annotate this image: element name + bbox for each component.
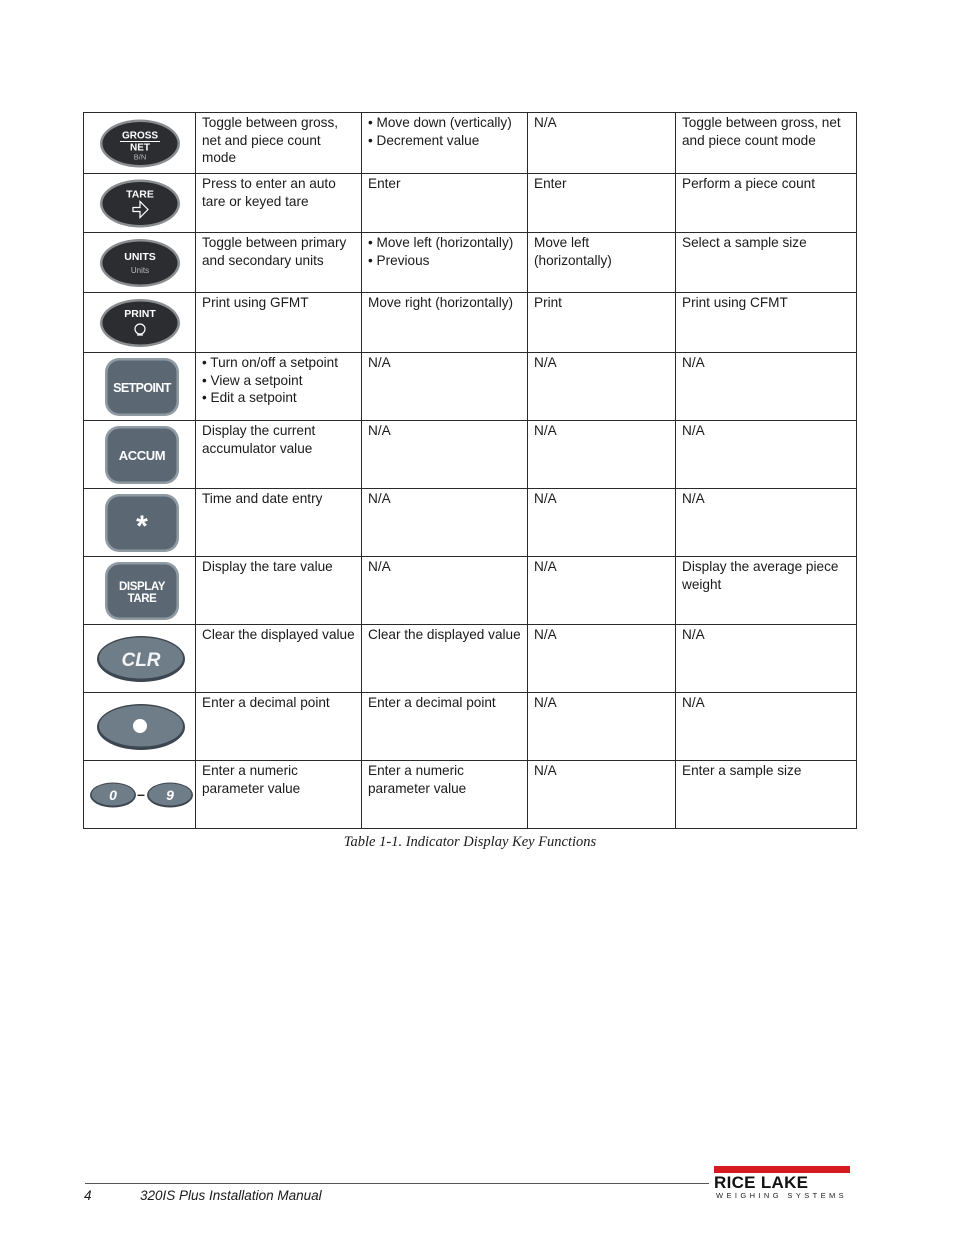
cell-text: N/A [534, 115, 557, 130]
function-cell-col2 [362, 174, 528, 233]
function-cell-col1 [196, 557, 362, 625]
table-row [84, 557, 857, 625]
function-cell-col4 [676, 113, 857, 174]
function-cell-col2 [362, 625, 528, 693]
cell-text: N/A [682, 423, 705, 438]
function-cell-col3 [528, 693, 676, 761]
key-label-star: * [135, 509, 148, 543]
numeric-key-icon[interactable] [85, 762, 195, 828]
key-cell [84, 625, 196, 693]
key-label-net: NET [129, 142, 150, 153]
cell-text: N/A [368, 559, 391, 574]
cell-text: N/A [534, 491, 557, 506]
key-cell [84, 557, 196, 625]
function-cell-col1 [196, 693, 362, 761]
key-label-setpoint: SETPOINT [112, 380, 171, 395]
key-label-units: UNITS [123, 250, 156, 263]
function-cell-col2 [362, 557, 528, 625]
display-tare-key-icon[interactable] [85, 558, 195, 624]
function-cell-col3 [528, 293, 676, 353]
function-cell-col4 [676, 625, 857, 693]
key-label-zero: 0 [108, 786, 117, 803]
key-label-bn: B/N [133, 152, 146, 161]
cell-text: Toggle between primary and secondary units [202, 235, 347, 268]
cell-text: • Decrement value [368, 132, 480, 148]
function-cell-col2 [362, 693, 528, 761]
tare-key-icon[interactable] [85, 175, 195, 232]
function-cell-col3 [528, 761, 676, 829]
function-cell-col2 [362, 353, 528, 421]
table-row [84, 113, 857, 174]
key-face [102, 241, 177, 284]
table-caption: Table 1-1. Indicator Display Key Functions [343, 834, 597, 850]
cell-text: Print using GFMT [202, 295, 309, 310]
function-cell-col3 [528, 489, 676, 557]
cell-text: Clear the displayed value [368, 627, 521, 642]
cell-text: Enter a sample size [682, 763, 802, 778]
function-cell-col3 [528, 174, 676, 233]
footer-divider [85, 1183, 709, 1184]
cell-text: Move left (horizontally) [534, 235, 612, 268]
cell-text: Select a sample size [682, 235, 807, 250]
function-cell-col4 [676, 293, 857, 353]
function-cell-col1 [196, 421, 362, 489]
table-row [84, 693, 857, 761]
cell-text: • Turn on/off a setpoint [202, 355, 339, 370]
cell-text: N/A [682, 355, 705, 370]
accum-key-icon[interactable] [85, 422, 195, 488]
cell-text: N/A [534, 695, 557, 710]
cell-text: N/A [534, 355, 557, 370]
cell-text: Toggle between gross, net and piece count mode [202, 115, 339, 165]
cell-text: Display the tare value [202, 559, 333, 574]
function-cell-col2 [362, 293, 528, 353]
cell-text: Print using CFMT [682, 295, 788, 310]
cell-text: Display the current accumulator value [202, 423, 316, 456]
decimal-point-icon [133, 719, 147, 733]
cell-text: • Move down (vertically) [368, 115, 512, 130]
logo-subtitle: WEIGHING SYSTEMS [716, 1191, 848, 1200]
table-row [84, 353, 857, 421]
cell-text: Move right (horizontally) [368, 295, 514, 310]
clr-key-icon[interactable] [85, 626, 195, 692]
units-key-icon[interactable] [85, 234, 195, 292]
cell-text: • Edit a setpoint [202, 390, 297, 405]
function-cell-col1 [196, 174, 362, 233]
key-function-table [83, 112, 857, 829]
table-row [84, 233, 857, 293]
key-label-accum: ACCUM [118, 447, 165, 463]
rice-lake-logo [714, 1166, 854, 1200]
logo-red-bar [714, 1166, 850, 1173]
function-cell-col3 [528, 625, 676, 693]
function-cell-col4 [676, 421, 857, 489]
function-cell-col2 [362, 113, 528, 174]
cell-text: N/A [368, 423, 391, 438]
cell-text: N/A [534, 559, 557, 574]
key-cell [84, 489, 196, 557]
cell-text: Clear the displayed value [202, 627, 355, 642]
function-cell-col1 [196, 761, 362, 829]
function-cell-col2 [362, 761, 528, 829]
key-label-print: PRINT [123, 307, 156, 320]
key-cell [84, 693, 196, 761]
gross-net-key-icon[interactable] [85, 114, 195, 173]
function-cell-col4 [676, 174, 857, 233]
cell-text: Enter a numeric parameter value [368, 763, 467, 796]
logo-name: RICE LAKE [714, 1173, 809, 1192]
cell-text: • View a setpoint [202, 372, 303, 388]
key-cell [84, 353, 196, 421]
table-row [84, 625, 857, 693]
function-cell-col2 [362, 233, 528, 293]
function-cell-col1 [196, 489, 362, 557]
function-cell-col1 [196, 293, 362, 353]
cell-text: N/A [534, 627, 557, 642]
cell-text: Print [534, 295, 562, 310]
function-cell-col4 [676, 761, 857, 829]
function-cell-col1 [196, 625, 362, 693]
key-cell [84, 233, 196, 293]
key-cell [84, 113, 196, 174]
cell-text: Press to enter an auto tare or keyed tare [202, 176, 336, 209]
function-cell-col3 [528, 557, 676, 625]
decimal-key-icon[interactable] [85, 694, 195, 760]
table-row [84, 421, 857, 489]
cell-text: Perform a piece count [682, 176, 815, 191]
cell-text: N/A [368, 491, 391, 506]
key-cell [84, 421, 196, 489]
setpoint-key-icon[interactable] [85, 354, 195, 420]
key-label-tare: TARE [127, 592, 156, 605]
function-cell-col4 [676, 233, 857, 293]
cell-text: N/A [682, 491, 705, 506]
cell-text: • Move left (horizontally) [368, 235, 514, 250]
table-row [84, 761, 857, 829]
cell-text: Toggle between gross, net and piece count mode [682, 115, 841, 148]
cell-text: N/A [534, 423, 557, 438]
function-cell-col1 [196, 113, 362, 174]
cell-text: Enter [534, 176, 567, 191]
function-cell-col3 [528, 113, 676, 174]
manual-title: 320IS Plus Installation Manual [140, 1188, 322, 1203]
function-cell-col4 [676, 557, 857, 625]
function-cell-col3 [528, 353, 676, 421]
key-cell [84, 174, 196, 233]
key-label-tare: TARE [125, 188, 154, 200]
cell-text: • Previous [368, 252, 430, 268]
key-label-dash: – [136, 785, 145, 802]
table-row [84, 174, 857, 233]
key-label-clr: CLR [120, 649, 161, 671]
key-label-display: DISPLAY [118, 580, 165, 593]
function-cell-col1 [196, 233, 362, 293]
function-cell-col2 [362, 489, 528, 557]
key-cell [84, 293, 196, 353]
cell-text: Enter a numeric parameter value [202, 763, 301, 796]
key-cell [84, 761, 196, 829]
function-cell-col4 [676, 693, 857, 761]
key-label-units-small: Units [130, 265, 149, 275]
function-cell-col3 [528, 421, 676, 489]
cell-text: N/A [534, 763, 557, 778]
cell-text: Time and date entry [202, 491, 323, 506]
function-cell-col4 [676, 353, 857, 421]
key-label-gross: GROSS [121, 130, 158, 141]
star-key-icon[interactable] [85, 490, 195, 556]
cell-text: Display the average piece weight [682, 559, 839, 592]
function-cell-col3 [528, 233, 676, 293]
key-label-nine: 9 [165, 786, 174, 803]
table-row [84, 293, 857, 353]
table-row [84, 489, 857, 557]
print-key-icon[interactable] [85, 294, 195, 352]
cell-text: Enter [368, 176, 401, 191]
function-cell-col2 [362, 421, 528, 489]
cell-text: Enter a decimal point [368, 695, 496, 710]
cell-text: Enter a decimal point [202, 695, 330, 710]
function-cell-col1 [196, 353, 362, 421]
function-cell-col4 [676, 489, 857, 557]
cell-text: N/A [682, 695, 705, 710]
cell-text: N/A [368, 355, 391, 370]
cell-text: N/A [682, 627, 705, 642]
page-number: 4 [84, 1188, 92, 1203]
